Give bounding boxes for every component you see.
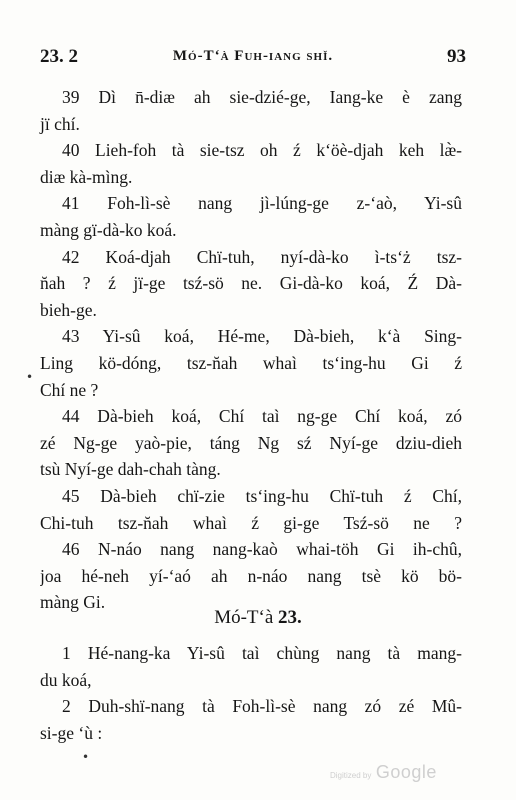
chapter-heading <box>0 607 516 629</box>
chapter-heading-label: Mó-T‘à <box>214 607 274 628</box>
verse-line: 46 N-náo nang nang-kaò whai-töh Gi ih-chû, <box>62 539 462 560</box>
verse-line: 43 Yi-sû koá, Hé-me, Dà-bieh, k‘à Sing- <box>62 326 462 347</box>
page-number: 93 <box>447 46 466 67</box>
watermark-prefix: Digitized by <box>330 771 372 780</box>
verses-block-1 <box>40 84 462 616</box>
verse-line: Chi-tuh tsz-n̆ah whaì ź gi-ge Tsź-sö ne ? <box>40 512 462 533</box>
google-logo: Google <box>375 762 437 782</box>
verse-line: 42 Koá-djah Chï-tuh, nyí-dà-ko ì-ts‘ż tsz- <box>62 246 462 267</box>
verse-line: 40 Lieh-foh tà sie-tsz oh ź k‘öè-djah keh læ̀- <box>62 140 462 161</box>
verse-line: Ling kö-dóng, tsz-n̆ah whaì ts‘ing-hu Gi ź <box>40 352 462 373</box>
verse-line: si-ge ‘ù : <box>40 722 103 743</box>
verse-line: 2 Duh-shï-nang tà Foh-lì-sè nang zó zé Mû- <box>62 696 462 717</box>
margin-dot: • <box>26 370 34 384</box>
verse-line: n̆ah ? ź jï-ge tsź-sö ne. Gi-dà-ko koá, Ź Dà- <box>40 273 462 294</box>
verse-line: màng gï-dà-ko koá. <box>40 219 177 240</box>
margin-dot: • <box>82 750 90 764</box>
verse-line: 39 Dì n̄-diæ ah sie-dzié-ge, Iang-ke è zang <box>62 87 462 107</box>
book-title: Mó-T‘à Fuh-iang shǐ. <box>172 48 334 64</box>
verse-line: zé Ng-ge yaò-pie, táng Ng sź Nyí-ge dziu-dieh <box>40 432 462 453</box>
running-header <box>40 44 466 70</box>
verse-line: Chí ne ? <box>40 379 99 400</box>
verse-line: diæ kà-mìng. <box>40 166 133 187</box>
verse-line: tsù Nyí-ge dah-chah tàng. <box>40 459 221 480</box>
verse-line: 41 Foh-lì-sè nang jì-lúng-ge z-‘aò, Yi-sû <box>62 193 462 214</box>
chapter-verse-ref: 23. 2 <box>40 46 78 67</box>
verse-line: 1 Hé-nang-ka Yi-sû taì chùng nang tà mang- <box>62 643 462 663</box>
verses-block-2 <box>40 640 462 746</box>
verse-line: bieh-ge. <box>40 299 97 320</box>
verse-line: 44 Dà-bieh koá, Chí taì ng-ge Chí koá, zó <box>62 406 462 427</box>
chapter-heading-number: 23. <box>278 607 302 628</box>
verse-line: màng Gi. <box>40 592 106 613</box>
digitized-watermark <box>330 762 437 783</box>
verse-line: du koá, <box>40 669 92 690</box>
verse-line: joa hé-neh yí-‘aó ah n-náo nang tsè kö bö- <box>40 565 462 586</box>
verse-line: jï chí. <box>40 113 80 134</box>
verse-line: 45 Dà-bieh chï-zie ts‘ing-hu Chï-tuh ź Chí, <box>62 485 462 506</box>
